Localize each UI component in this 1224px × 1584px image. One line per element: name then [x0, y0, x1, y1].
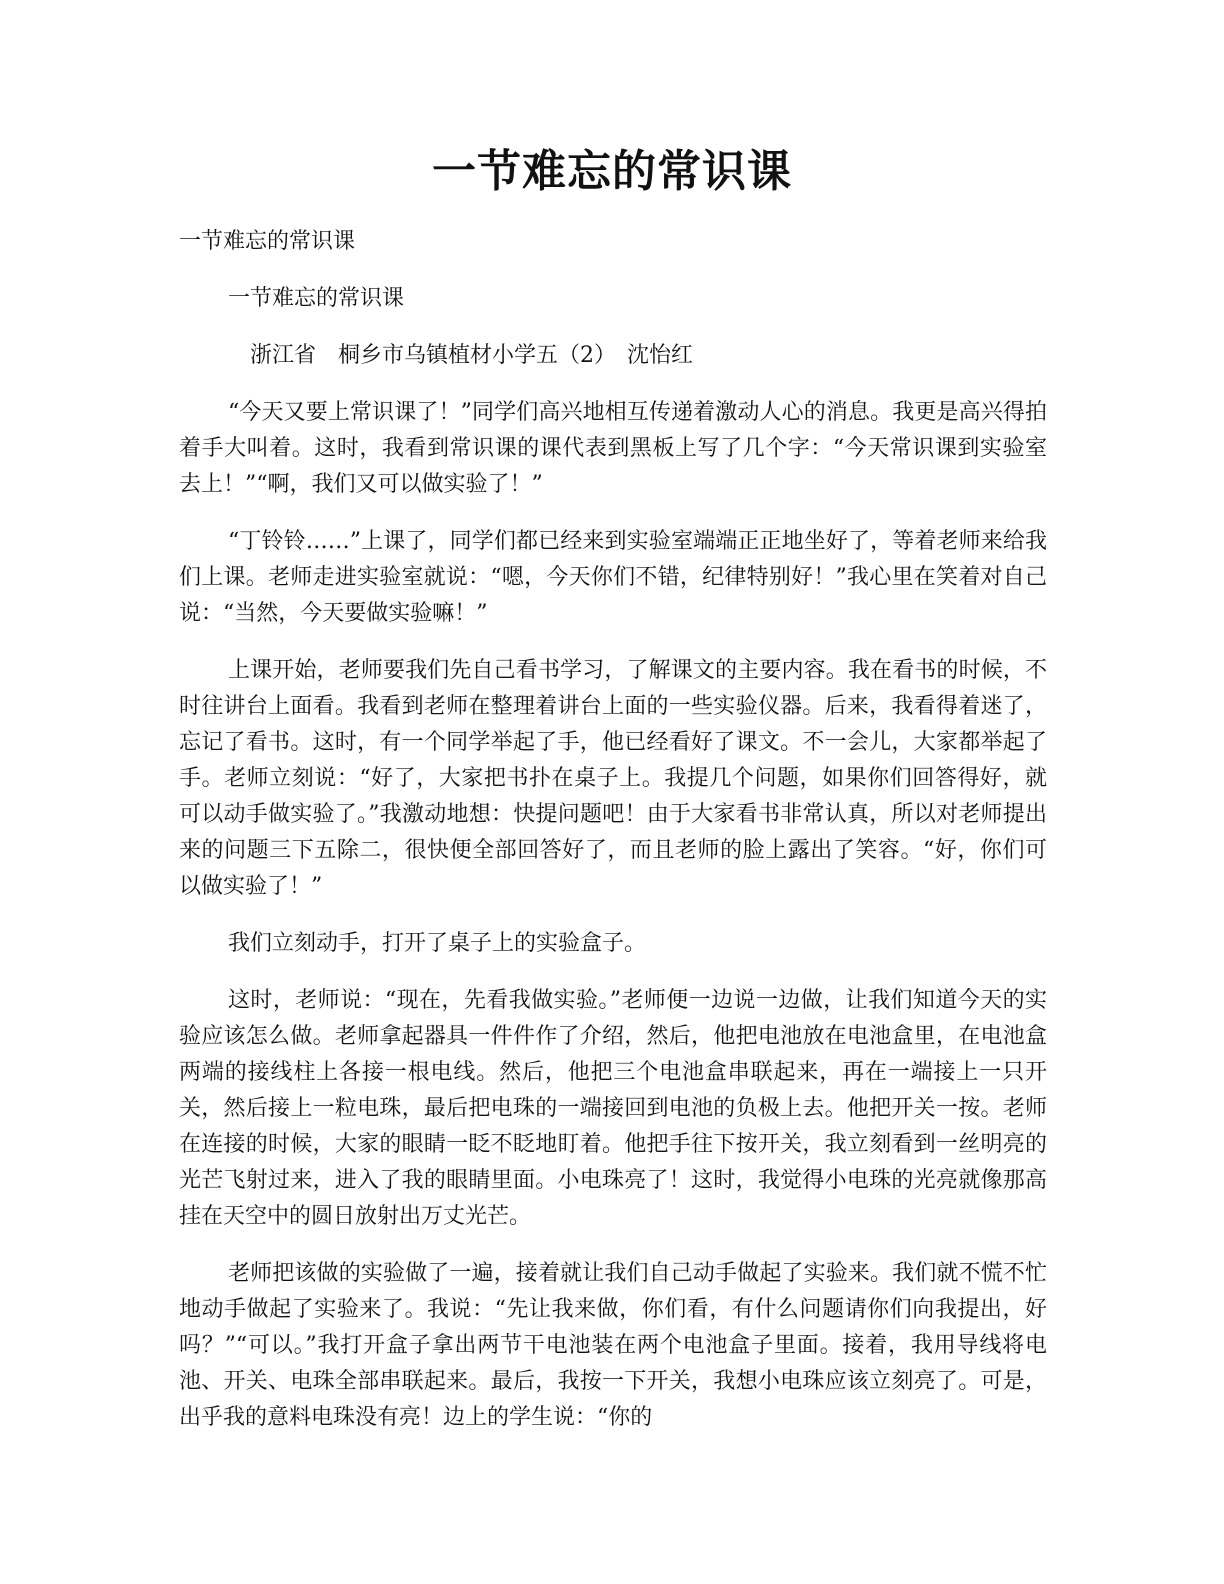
paragraph: “今天又要上常识课了！”同学们高兴地相互传递着激动人心的消息。我更是高兴得拍着手大叫着。这时，我看到常识课的课代表到黑板上写了几个字：“今天常识课到实验室去上！”“啊，我们又可以做实验了！”: [179, 400, 1047, 497]
subtitle-2: 一节难忘的常识课: [228, 286, 405, 311]
paragraph: “丁铃铃……”上课了，同学们都已经来到实验室端端正正地坐好了，等着老师来给我们上课。老师走进实验室就说：“嗯，今天你们不错，纪律特别好！”我心里在笑着对自己说：“当然，今天要做实验嘛！”: [179, 529, 1047, 626]
paragraph: 上课开始，老师要我们先自己看书学习，了解课文的主要内容。我在看书的时候，不时往讲台上面看。我看到老师在整理着讲台上面的一些实验仪器。后来，我看得着迷了，忘记了看书。这时，有一个同学举起了手，他已经看好了课文。不一会儿，大家都举起了手。老师立刻说：“好了，大家把书扑在桌子上。我提几个问题，如果你们回答得好，就可以动手做实验了。”我激动地想：快提问题吧！由于大家看书非常认真，所以对老师提出来的问题三下五除二，很快便全部回答好了，而且老师的脸上露出了笑容。“好，你们可以做实验了！”: [179, 658, 1047, 899]
author-byline: 浙江省 桐乡市乌镇植材小学五（2） 沈怡红: [250, 343, 693, 368]
paragraph: 这时，老师说：“现在，先看我做实验。”老师便一边说一边做，让我们知道今天的实验应该怎么做。老师拿起器具一件件作了介绍，然后，他把电池放在电池盒里，在电池盒两端的接线柱上各接一根电线。然后，他把三个电池盒串联起来，再在一端接上一只开关，然后接上一粒电珠，最后把电珠的一端接回到电池的负极上去。他把开关一按。老师在连接的时候，大家的眼睛一眨不眨地盯着。他把手往下按开关，我立刻看到一丝明亮的光芒飞射过来，进入了我的眼睛里面。小电珠亮了！这时，我觉得小电珠的光亮就像那高挂在天空中的圆日放射出万丈光芒。: [179, 988, 1047, 1229]
document-title: 一节难忘的常识课: [432, 146, 792, 197]
paragraph: 老师把该做的实验做了一遍，接着就让我们自己动手做起了实验来。我们就不慌不忙地动手做起了实验来了。我说：“先让我来做，你们看，有什么问题请你们向我提出，好吗？”“可以。”我打开盒子拿出两节干电池装在两个电池盒子里面。接着，我用导线将电池、开关、电珠全部串联起来。最后，我按一下开关，我想小电珠应该立刻亮了。可是，出乎我的意料电珠没有亮！边上的学生说：“你的: [179, 1261, 1047, 1430]
subtitle-1: 一节难忘的常识课: [179, 229, 356, 254]
paragraph: 我们立刻动手，打开了桌子上的实验盒子。: [228, 931, 647, 956]
document-body: [179, 224, 1047, 1457]
